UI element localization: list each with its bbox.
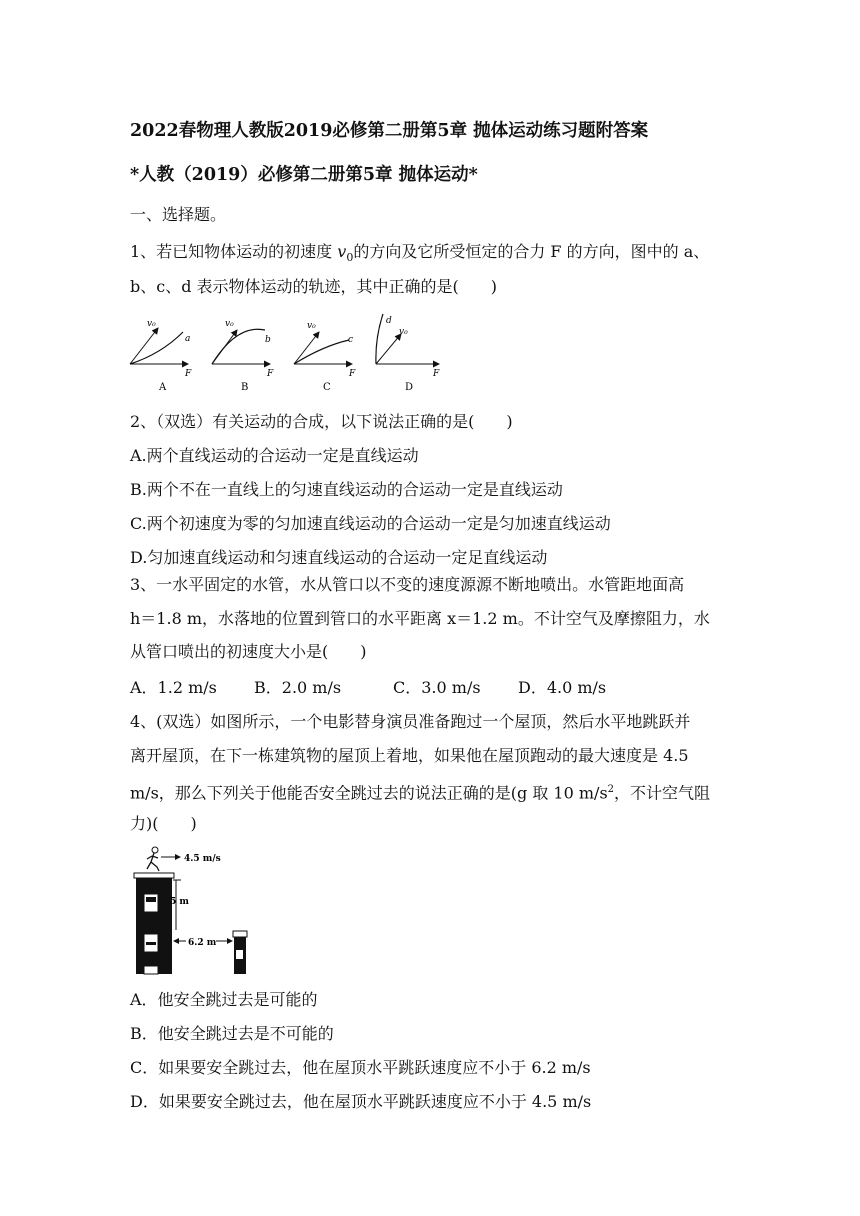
trajectory-c (294, 340, 349, 364)
q4-stem-line4: 力)( ) (130, 814, 197, 833)
building-jump-figure (128, 842, 258, 978)
document-subtitle: *人教（2019）必修第二册第5章 抛体运动* (130, 165, 478, 185)
f-label-c: F (349, 369, 356, 379)
q3-stem-line3: 从管口喷出的初速度大小是( ) (130, 642, 367, 661)
curve-label-a: a (185, 334, 191, 344)
q4-option-a: A．他安全跳过去是可能的 (130, 990, 318, 1009)
gap-label: 6.2 m (188, 938, 217, 948)
trajectory-figure (125, 310, 455, 394)
q4-stem-line1: 4、(双选）如图所示，一个电影替身演员准备跑过一个屋顶，然后水平地跳跃并 (130, 712, 691, 731)
option-label-c: C (323, 382, 331, 393)
tall-building (136, 878, 172, 974)
f-label-b: F (267, 369, 274, 379)
q2-option-c: C.两个初速度为零的匀加速直线运动的合运动一定是匀加速直线运动 (130, 514, 611, 533)
q1-stem-line1 (130, 242, 709, 268)
q4-option-d: D．如果要安全跳过去，他在屋顶水平跳跃速度应不小于 4.5 m/s (130, 1092, 592, 1111)
q1-stem-part2: 的方向及它所受恒定的合力 F 的方向，图中的 a、 (353, 242, 710, 261)
q3-stem-line2: h＝1.8 m，水落地的位置到管口的水平距离 x＝1.2 m。不计空气及摩擦阻力，水 (130, 609, 710, 628)
window-pane (146, 942, 156, 945)
panel-b (212, 319, 274, 393)
window (144, 966, 158, 974)
velocity-arrow (294, 332, 319, 364)
q2-option-a: A.两个直线运动的合运动一定是直线运动 (130, 446, 419, 465)
curve-label-d: d (386, 316, 392, 326)
v0-symbol: v (337, 242, 347, 261)
option-label-a: A (159, 382, 167, 393)
speed-label: 4.5 m/s (184, 854, 221, 864)
q1-stem-line2: b、c、d 表示物体运动的轨迹，其中正确的是( ) (130, 277, 498, 296)
height-label: 5 m (170, 897, 189, 907)
v0-label-b: v₀ (225, 319, 234, 329)
q3-options (130, 678, 606, 698)
panel-d (376, 314, 440, 393)
squared-superscript: 2 (607, 784, 615, 795)
q4-option-c: C．如果要安全跳过去，他在屋顶水平跳跃速度应不小于 6.2 m/s (130, 1058, 591, 1077)
q4-stem-part1: m/s，那么下列关于他能否安全跳过去的说法正确的是(g 取 10 m/s (130, 783, 608, 803)
short-roof-ledge (233, 931, 247, 937)
window (144, 894, 158, 912)
option-label-b: B (241, 382, 249, 393)
option-label-d: D (405, 382, 414, 393)
section-heading: 一、选择题。 (130, 205, 227, 224)
v0-subscript: 0 (346, 251, 354, 265)
f-label-d: F (433, 369, 440, 379)
curve-label-b: b (265, 335, 271, 345)
q3-stem-line1: 3、一水平固定的水管，水从管口以不变的速度源源不断地喷出。水管距地面高 (130, 575, 685, 594)
q4-stem-part2: ，不计空气阻 (614, 783, 711, 803)
q4-stem-line2: 离开屋顶，在下一栋建筑物的屋顶上着地，如果他在屋顶跑动的最大速度是 4.5 (130, 746, 689, 765)
runner-icon (147, 847, 159, 871)
window-pane (146, 897, 156, 902)
curve-label-c: c (348, 335, 354, 345)
q2-option-d: D.匀加速直线运动和匀速直线运动的合运动一定足直线运动 (130, 548, 548, 567)
window (236, 950, 243, 959)
roof-ledge (134, 873, 174, 878)
trajectory-a (130, 332, 183, 364)
q4-option-b: B．他安全跳过去是不可能的 (130, 1024, 334, 1043)
velocity-arrow (376, 334, 401, 364)
q3-option-b: B．2.0 m/s (254, 678, 342, 697)
q1-stem-part1: 1、若已知物体运动的初速度 (130, 242, 338, 261)
q3-option-d: D．4.0 m/s (518, 678, 607, 697)
q2-stem: 2、（双选）有关运动的合成，以下说法正确的是( ) (130, 412, 513, 431)
f-label-a: F (185, 369, 192, 379)
q4-stem-line3 (130, 780, 710, 803)
q3-option-c: C．3.0 m/s (393, 678, 481, 697)
panel-c (294, 321, 356, 393)
q2-option-b: B.两个不在一直线上的匀速直线运动的合运动一定是直线运动 (130, 480, 563, 499)
v0-label-d: v₀ (399, 327, 408, 337)
panel-a (130, 319, 192, 393)
q3-option-a: A．1.2 m/s (130, 678, 217, 697)
document-title: 2022春物理人教版2019必修第二册第5章 抛体运动练习题附答案 (130, 121, 649, 141)
v0-label-c: v₀ (307, 321, 316, 331)
trajectory-b (212, 329, 265, 364)
v0-label-a: v₀ (147, 319, 156, 329)
